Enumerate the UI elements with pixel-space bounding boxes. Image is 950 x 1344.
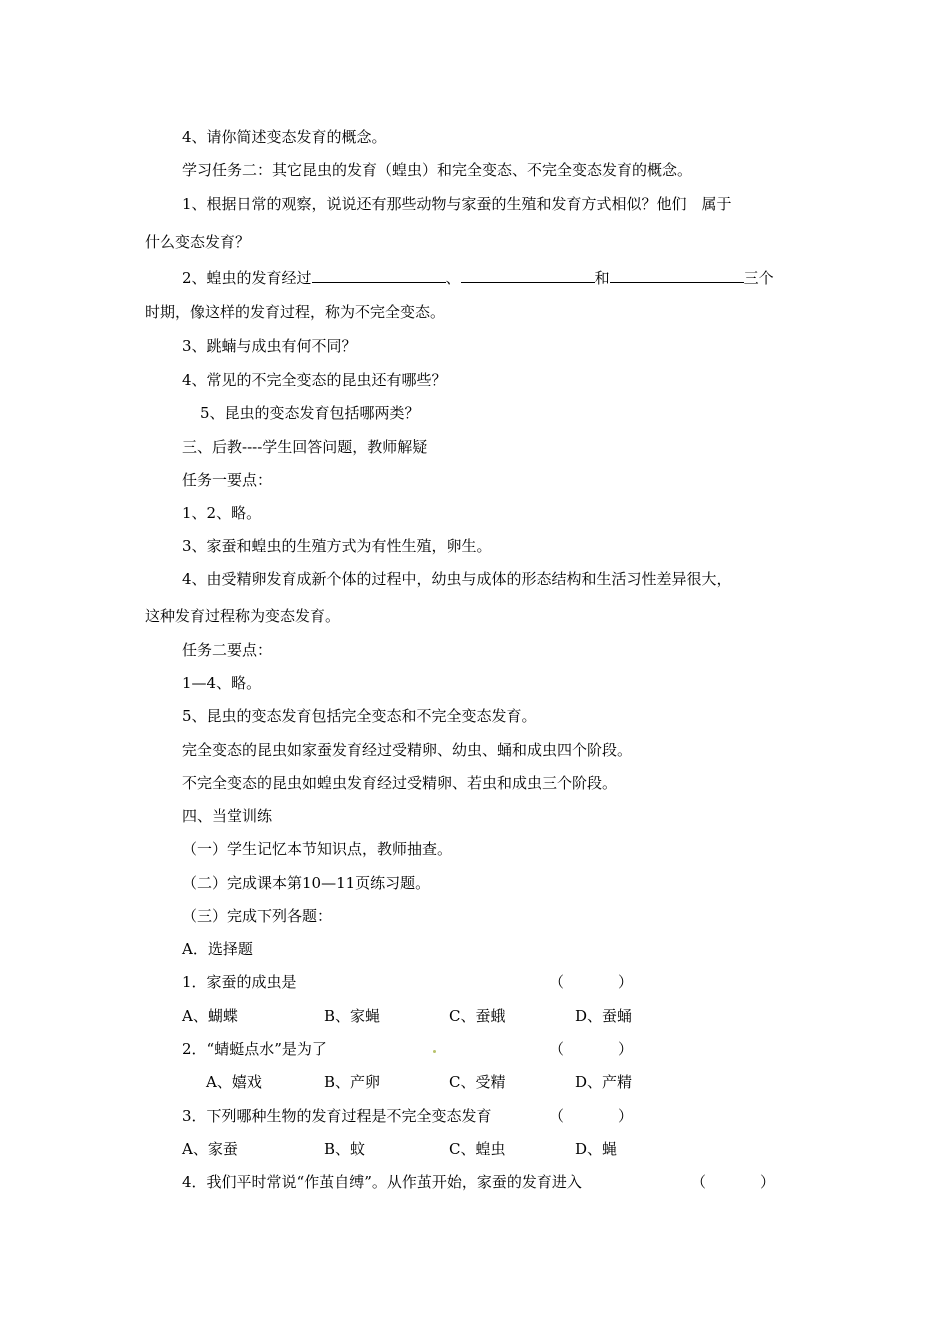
mc-question-2-option-d[interactable]: D、产精 xyxy=(575,1073,633,1091)
point-5-incomplete: 不完全变态的昆虫如蝗虫发育经过受精卵、若虫和成虫三个阶段。 xyxy=(182,774,618,792)
point-1-2: 1、2、略。 xyxy=(182,504,262,522)
section-4-item-2: （二）完成课本第10—11页练习题。 xyxy=(182,874,431,892)
point-4-line1: 4、由受精卵发育成新个体的过程中，幼虫与成体的形态结构和生活习性差异很大， xyxy=(182,570,732,588)
point-1-4: 1—4、略。 xyxy=(182,674,262,692)
mc-question-1-option-c[interactable]: C、蚕蛾 xyxy=(449,1007,506,1025)
choice-section-title: A．选择题 xyxy=(182,940,253,958)
mc-question-1-stem: 1．家蚕的成虫是 xyxy=(182,973,297,991)
task2-q2-line2: 时期，像这样的发育过程，称为不完全变态。 xyxy=(145,303,446,321)
mc-question-3-option-b[interactable]: B、蚊 xyxy=(324,1140,366,1158)
question-4: 4、请你简述变态发育的概念。 xyxy=(182,128,387,146)
task2-q1-line2: 什么变态发育？ xyxy=(145,233,251,251)
section-4-heading: 四、当堂训练 xyxy=(182,807,273,825)
mc-question-2-option-c[interactable]: C、受精 xyxy=(449,1073,506,1091)
mc-question-2-option-a[interactable]: A、嬉戏 xyxy=(206,1073,262,1091)
mc-question-3-stem: 3．下列哪种生物的发育过程是不完全变态发育 xyxy=(182,1107,492,1125)
point-5: 5、昆虫的变态发育包括完全变态和不完全变态发育。 xyxy=(182,707,537,725)
section-4-item-3: （三）完成下列各题： xyxy=(182,907,333,925)
mc-question-3-option-c[interactable]: C、蝗虫 xyxy=(449,1140,506,1158)
mc-question-1-answer-paren[interactable]: （ ） xyxy=(549,973,634,991)
section-3-heading: 三、后教----学生回答问题，教师解疑 xyxy=(182,438,428,456)
mc-question-3-answer-paren[interactable]: （ ） xyxy=(549,1107,634,1125)
task2-q1-line1: 1、根据日常的观察，说说还有那些动物与家蚕的生殖和发育方式相似？他们 属于 xyxy=(182,195,732,213)
q2-and: 和 xyxy=(594,269,610,287)
mc-question-4-answer-paren[interactable]: （ ） xyxy=(691,1173,776,1191)
mc-question-4-stem: 4．我们平时常说“作茧自缚”。从作茧开始，家蚕的发育进入 xyxy=(182,1173,582,1191)
section-4-item-1: （一）学生记忆本节知识点，教师抽查。 xyxy=(182,840,453,858)
mc-question-1-option-a[interactable]: A、蝴蝶 xyxy=(182,1007,238,1025)
q2-sep: 、 xyxy=(445,269,461,287)
q2-prefix: 2、蝗虫的发育经过 xyxy=(182,269,312,287)
task2-q5: 5、昆虫的变态发育包括哪两类？ xyxy=(200,404,420,422)
mc-question-3-option-d[interactable]: D、蝇 xyxy=(575,1140,618,1158)
mc-question-2-answer-paren[interactable]: （ ） xyxy=(549,1040,634,1058)
point-4-line2: 这种发育过程称为变态发育。 xyxy=(145,607,341,625)
point-5-complete: 完全变态的昆虫如家蚕发育经过受精卵、幼虫、蛹和成虫四个阶段。 xyxy=(182,741,633,759)
q2-suffix: 三个 xyxy=(743,269,774,287)
task2-q4: 4、常见的不完全变态的昆虫还有哪些？ xyxy=(182,371,447,389)
point-3: 3、家蚕和蝗虫的生殖方式为有性生殖，卵生。 xyxy=(182,537,492,555)
task1-points-heading: 任务一要点： xyxy=(182,471,273,489)
fill-blank-1[interactable] xyxy=(312,267,446,283)
mc-question-3-option-a[interactable]: A、家蚕 xyxy=(182,1140,238,1158)
task2-points-heading: 任务二要点： xyxy=(182,641,273,659)
task2-q3: 3、跳蝻与成虫有何不同？ xyxy=(182,337,357,355)
mc-question-2-option-b[interactable]: B、产卵 xyxy=(324,1073,381,1091)
task2-title: 学习任务二：其它昆虫的发育（蝗虫）和完全变态、不完全变态发育的概念。 xyxy=(182,161,693,179)
mc-question-1-option-d[interactable]: D、蚕蛹 xyxy=(575,1007,633,1025)
task2-q2-line1 xyxy=(182,267,774,288)
mc-question-1-option-b[interactable]: B、家蝇 xyxy=(324,1007,381,1025)
fill-blank-3[interactable] xyxy=(610,267,744,283)
mc-question-2-stem: 2．“蜻蜓点水”是为了 xyxy=(182,1040,327,1058)
fill-blank-2[interactable] xyxy=(461,267,595,283)
stray-dot-mark xyxy=(433,1050,436,1053)
